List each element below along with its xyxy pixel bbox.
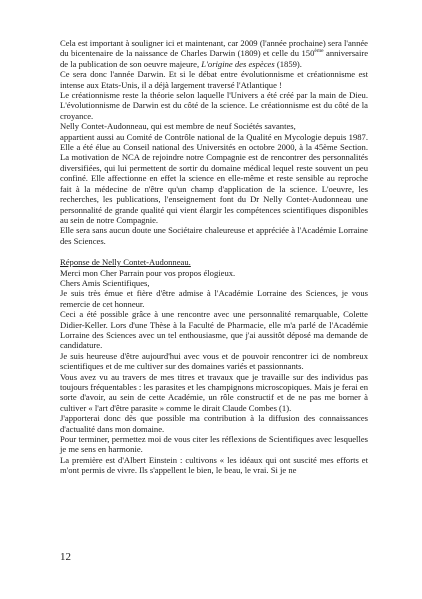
response-paragraph: J'apporterai donc dès que possible ma contribution à la diffusion des connaissances d'actualité dans mon domaine. <box>60 413 368 434</box>
response-paragraph: Je suis heureuse d'être aujourd'hui avec vous et de pouvoir rencontrer ici de nombreux scientifiques et de me cultiver sur des domaines variés et passionnants. <box>60 350 368 372</box>
response-paragraph: Chers Amis Scientifiques, <box>60 277 150 288</box>
body-text <box>60 38 368 476</box>
superscript-ordinal: ème <box>314 48 324 55</box>
paragraph-text: Cela est important à souligner ici et maintenant, car 2009 (l'année prochaine) sera l'année du bicentenaire de la naissance de Charles Darwin (1809) et celle du 150 <box>60 38 368 59</box>
paragraph-darwin-anniversary <box>60 38 368 69</box>
paragraph-nelly-societies: Nelly Contet-Audonneau, qui est membre de neuf Sociétés savantes, <box>60 121 296 132</box>
response-paragraph: Pour terminer, permettez moi de vous citer les réflexions de Scientifiques avec lesquelles je me sens en harmonie. <box>60 434 368 455</box>
response-paragraph: La première est d'Albert Einstein : cultivons « les idéaux qui ont suscité mes efforts et m'ont permis de vivre. Ils s'appellent le bien, le beau, le vrai. Si je ne <box>60 454 368 476</box>
paragraph-text: (1859). <box>274 58 302 69</box>
paragraph-nelly-career: appartient aussi au Comité de Contrôle national de la Qualité en Mycologie depuis 1987. Elle a été élue au Conseil national des Universités en octobre 2000, à la 45ème Section. La motivation de NCA de rejoindre notre Compagnie est de rencontrer des personnalités diversifiées, qui lui permettent de sortir du domaine médical lequel reste souvent un peu confiné. Elle affectionne en effet la science en elle-même et reste sensible au reproche fait à la médecine de n'être qu'un champ d'application de la science. L'oeuvre, les recherches, les publications, l'enseignement font du Dr Nelly Contet-Audonneau une personnalité de grande qualité qui vient élargir les compétences scientifiques disponibles au sein de notre Compagnie. <box>60 131 368 225</box>
response-paragraph: Merci mon Cher Parrain pour vos propos élogieux. <box>60 267 236 278</box>
paragraph-creationism: Le créationnisme reste la théorie selon laquelle l'Univers a été créé par la main de Dieu. L'évolutionnisme de Darwin est du côté de la science. Le créationnisme est du côté de la croyance. <box>60 90 368 121</box>
paragraph-text: anniversaire de la publication de son oeuvre majeure, <box>60 48 369 69</box>
response-heading: Réponse de Nelly Contet-Audonneau. <box>60 257 191 268</box>
response-paragraph: Je suis très émue et fière d'être admise à l'Académie Lorraine des Sciences, je vous remercie de cet honneur. <box>60 288 368 309</box>
page-number: 12 <box>60 551 71 563</box>
paragraph-nelly-welcome: Elle sera sans aucun doute une Sociétaire chaleureuse et appréciée à l'Académie Lorraine des Sciences. <box>60 225 368 246</box>
paragraph-gap <box>60 246 368 257</box>
response-paragraph: Ceci a été possible grâce à une rencontre avec une personnalité remarquable, Colette Didier-Keller. Lors d'une Thèse à la Faculté de Pharmacie, elle m'a parlé de l'Académie Lorraine des Sciences avec un tel enthousiasme, que j'ai aussitôt déposé ma demande de candidature. <box>60 309 368 351</box>
paragraph-darwin-year: Ce sera donc l'année Darwin. Et si le débat entre évolutionnisme et créationnisme est intense aux Etats-Unis, il a déjà largement traversé l'Atlantique ! <box>60 69 368 90</box>
book-title: L'origine des espèces <box>201 58 275 69</box>
response-paragraph: Vous avez vu au travers de mes titres et travaux que je travaille sur des individus pas toujours fréquentables : les parasites et les champignons microscopiques. Mais je ferai en sorte d'avoir, au sein de cette Académie, un rôle constructif et de ne pas me borner à cultiver « l'art d'être parasite » comme le dirait Claude Combes (1). <box>60 371 368 413</box>
